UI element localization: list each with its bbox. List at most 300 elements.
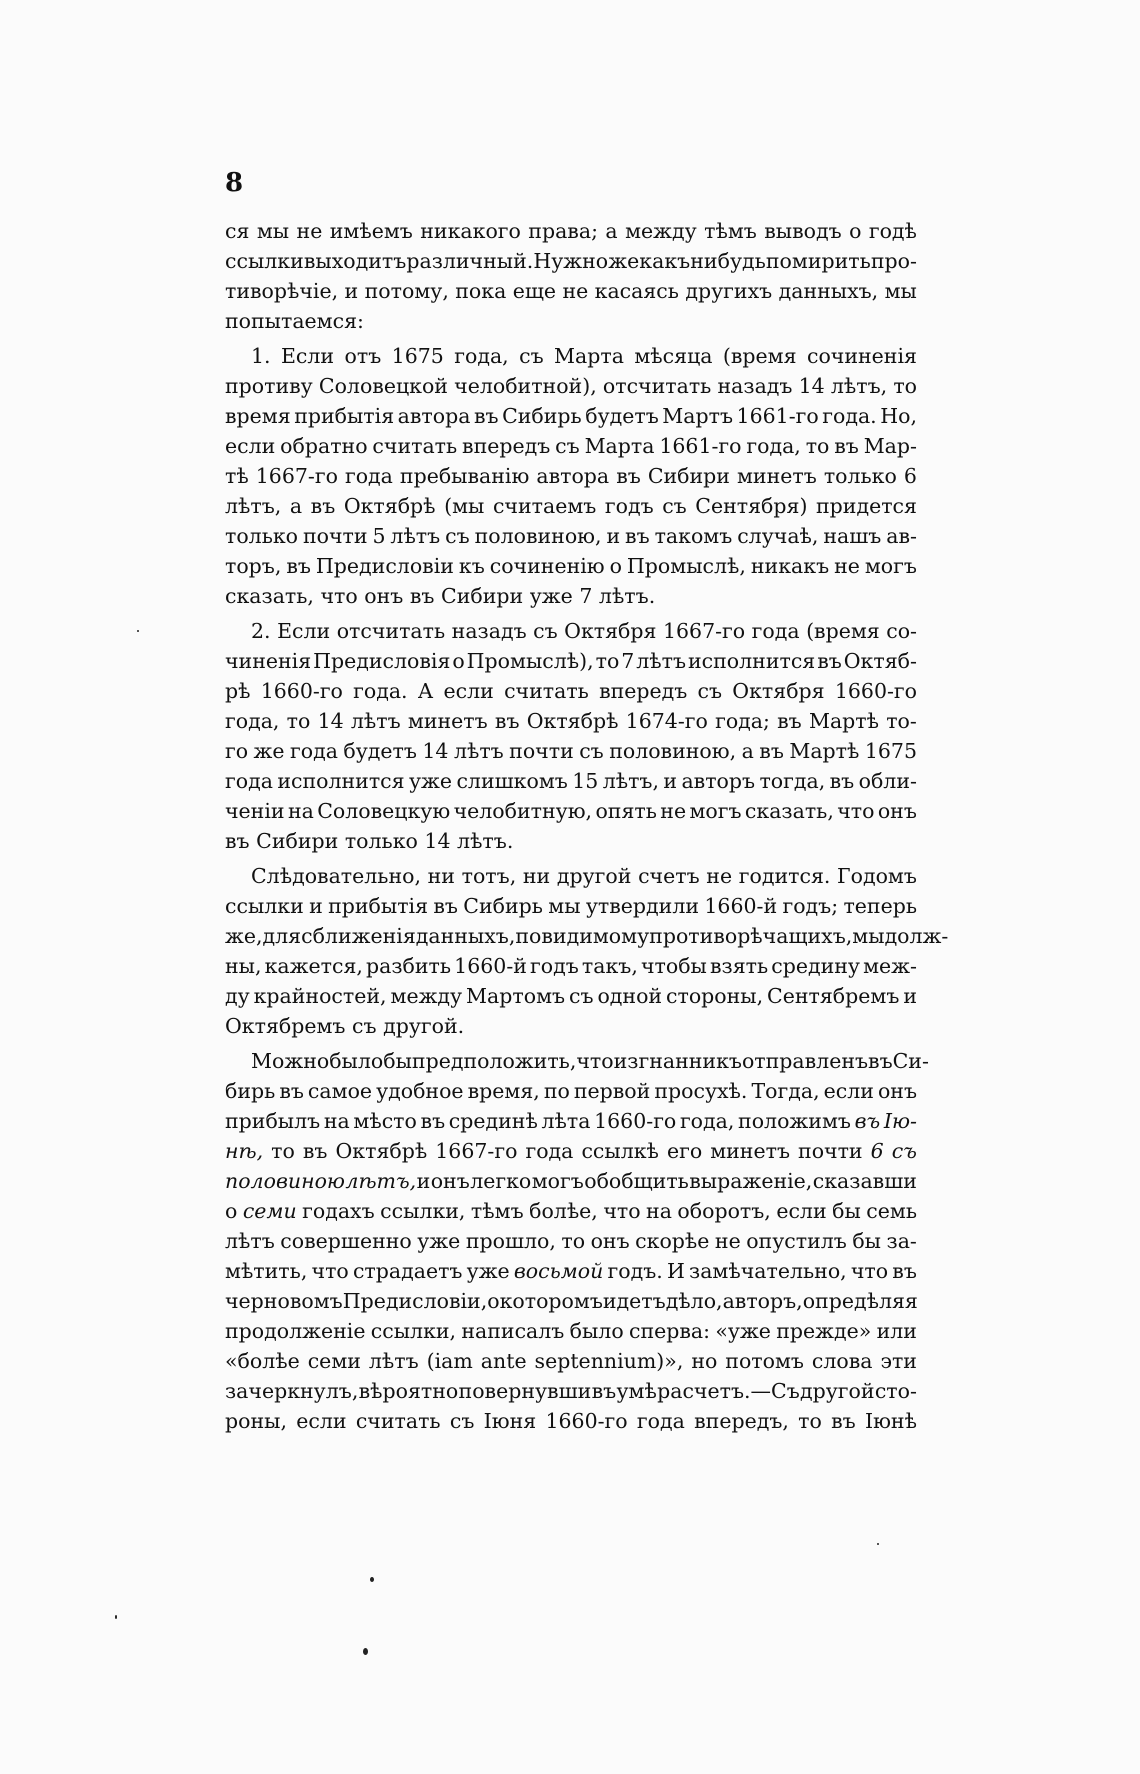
word: прибылъ — [225, 1109, 321, 1133]
word: обли- — [858, 769, 917, 793]
word: болѣе, — [529, 1199, 598, 1223]
word: придется — [816, 494, 917, 518]
word: въ — [892, 1259, 917, 1283]
word: прибытія — [294, 404, 395, 428]
word: въ — [225, 829, 250, 853]
word: могъ — [531, 1169, 584, 1193]
word: 15 — [572, 769, 599, 793]
word: сказавши — [812, 1169, 917, 1193]
word: ав- — [886, 524, 917, 548]
word: Предисловія — [313, 649, 451, 673]
word: если — [225, 434, 276, 458]
word: данныхъ, — [415, 924, 516, 948]
word: 1660-го — [545, 1409, 628, 1433]
word: или — [876, 1319, 917, 1343]
word: 6 — [870, 1139, 884, 1163]
word: къ — [458, 554, 485, 578]
word: а — [741, 739, 754, 763]
text-line — [225, 616, 917, 646]
text-line — [225, 1136, 917, 1166]
word: 1675 — [864, 739, 917, 763]
word: почти — [798, 1139, 863, 1163]
word: а — [289, 494, 303, 518]
word: отсчитать — [336, 619, 446, 643]
word: про- — [870, 249, 917, 273]
word: расчетъ.—Съ — [657, 1379, 800, 1403]
word: со- — [886, 619, 917, 643]
word: замѣчательно, — [689, 1259, 847, 1283]
word: то — [271, 1139, 295, 1163]
word: нашъ — [823, 524, 882, 548]
word: взять — [709, 954, 769, 978]
word: еще — [512, 279, 557, 303]
word: то — [893, 374, 917, 398]
text-line — [225, 1226, 917, 1256]
word: годѣ — [868, 219, 917, 243]
word: пока — [455, 279, 507, 303]
text-line — [225, 1106, 917, 1136]
word: septennium)», — [534, 1349, 684, 1373]
word: ни — [690, 249, 718, 273]
word: съ — [449, 1409, 475, 1433]
word: сближенія — [301, 924, 416, 948]
word: случаѣ, — [737, 524, 819, 548]
word: не — [296, 219, 323, 243]
text-line — [225, 981, 917, 1011]
word: рѣ — [225, 679, 251, 703]
text-line — [225, 766, 917, 796]
word: мы — [852, 924, 885, 948]
text-line — [225, 1316, 917, 1346]
word: автора — [397, 404, 471, 428]
word: но — [691, 1349, 718, 1373]
word: о — [609, 554, 622, 578]
word: лѣтъ. — [598, 584, 656, 608]
word: же — [253, 739, 285, 763]
word: авторъ — [681, 769, 756, 793]
word: въ — [494, 709, 520, 733]
word: слишкомъ — [456, 769, 568, 793]
text-line — [225, 736, 917, 766]
word: 7 — [621, 649, 635, 673]
word: разбить — [366, 954, 452, 978]
word: такомъ — [654, 524, 733, 548]
text-line — [225, 1166, 917, 1196]
word: мѣтить, — [225, 1259, 308, 1283]
word: если — [776, 1199, 827, 1223]
word: и — [606, 524, 621, 548]
text-line — [225, 306, 917, 336]
word: другой. — [383, 1014, 465, 1038]
text-line — [225, 826, 917, 856]
word: Сибирь — [502, 404, 582, 428]
word: мы — [256, 219, 290, 243]
text-line — [225, 1011, 917, 1041]
word: зачеркнулъ, — [225, 1379, 359, 1403]
word: между — [625, 219, 697, 243]
word: страдаетъ — [352, 1259, 463, 1283]
word: слова — [811, 1349, 873, 1373]
word: половиною, — [609, 739, 737, 763]
word: на — [646, 1199, 672, 1223]
word: идетъ — [602, 1289, 666, 1313]
word: онъ — [877, 799, 917, 823]
word: вѣроятно — [358, 1379, 459, 1403]
word: будетъ — [585, 404, 659, 428]
word: стороны, — [666, 984, 764, 1008]
word: повернувши — [458, 1379, 592, 1403]
word: въ — [310, 494, 336, 518]
word: Соловецкую — [317, 799, 451, 823]
word: другихъ — [685, 279, 773, 303]
word: что — [311, 1259, 349, 1283]
word: половиною, — [474, 524, 602, 548]
word: о — [849, 219, 862, 243]
word: лѣтъ — [225, 1229, 275, 1253]
word: А — [417, 679, 434, 703]
ink-speck — [877, 1543, 879, 1545]
word: ссылки, — [380, 1199, 466, 1223]
word: Марта — [584, 434, 655, 458]
word: различный. — [406, 249, 534, 273]
word: пребыванію — [399, 464, 530, 488]
word: написалъ — [461, 1319, 565, 1343]
word: такъ, — [581, 954, 638, 978]
word: года; — [715, 709, 770, 733]
word: прежде» — [776, 1319, 872, 1343]
word: считать — [355, 1409, 441, 1433]
word: бы — [383, 1049, 412, 1073]
word: Сентября) — [695, 494, 808, 518]
word: крайностей, — [253, 984, 387, 1008]
word: ны, — [225, 954, 262, 978]
word: прошло, — [465, 1229, 556, 1253]
ink-speck — [137, 630, 139, 632]
word: 6 — [903, 464, 917, 488]
word: о — [225, 1199, 238, 1223]
word: въ — [591, 1379, 617, 1403]
word: на — [287, 799, 314, 823]
text-line — [225, 371, 917, 401]
word: семь — [866, 1199, 917, 1223]
word: роны, — [225, 1409, 287, 1433]
word: сочиненія — [806, 344, 917, 368]
word: 7 — [579, 584, 593, 608]
word: назадъ — [451, 619, 527, 643]
word: то- — [886, 709, 917, 733]
word: въ — [286, 554, 311, 578]
word: 1661-го — [659, 434, 742, 458]
word: года — [636, 1409, 685, 1433]
word: 1660-го — [594, 1109, 677, 1133]
word: никакого — [420, 219, 521, 243]
word: Мартѣ — [789, 739, 860, 763]
word: Если — [277, 619, 331, 643]
word: съ — [891, 1139, 917, 1163]
text-line — [225, 706, 917, 736]
word: противу — [225, 374, 313, 398]
word: сказать, — [225, 584, 314, 608]
word: не — [562, 279, 589, 303]
word: 1674-го — [625, 709, 708, 733]
text-line — [225, 551, 917, 581]
word: Сибири — [441, 584, 524, 608]
word: Октября — [732, 679, 825, 703]
text-line — [225, 276, 917, 306]
word: Промыслѣ), — [466, 649, 594, 673]
word: тѣ — [225, 464, 249, 488]
word: что — [850, 1259, 889, 1283]
word: не — [706, 864, 733, 888]
word: 14 — [424, 829, 451, 853]
word: то — [595, 649, 620, 673]
word: сочиненію — [489, 554, 605, 578]
word: годъ. — [607, 1259, 663, 1283]
word: семи — [307, 1349, 361, 1373]
word: было — [329, 1049, 384, 1073]
word: и — [416, 1169, 431, 1193]
word: дѣло, — [665, 1289, 723, 1313]
word: ante — [480, 1349, 527, 1373]
word: уже — [466, 1259, 510, 1283]
text-line — [225, 1286, 917, 1316]
word: выходитъ — [303, 249, 407, 273]
word: въ — [829, 769, 855, 793]
word: годится. — [738, 864, 831, 888]
word: «уже — [715, 1319, 771, 1343]
word: оборотъ, — [677, 1199, 771, 1223]
word: обратно — [280, 434, 368, 458]
word: 1. — [251, 344, 271, 368]
word: не — [834, 554, 860, 578]
word: срединѣ — [448, 1109, 538, 1133]
word: умѣ — [616, 1379, 657, 1403]
word: онъ — [877, 1079, 917, 1103]
text-line — [225, 646, 917, 676]
word: 5 — [372, 524, 386, 548]
text-line — [225, 891, 917, 921]
word: Мартомъ — [466, 984, 566, 1008]
word: не — [660, 799, 687, 823]
text-line — [225, 1256, 917, 1286]
word: лѣтъ — [390, 524, 441, 548]
text-line — [225, 521, 917, 551]
word: Октябремъ — [225, 1014, 346, 1038]
text-line — [225, 341, 917, 371]
word: 14 — [422, 739, 449, 763]
word: потому, — [364, 279, 449, 303]
word: 1667-го — [255, 464, 338, 488]
word: могъ — [864, 554, 917, 578]
word: года. — [822, 404, 877, 428]
word: Если — [280, 344, 335, 368]
word: тѣмъ — [704, 219, 757, 243]
word: минетъ — [736, 464, 817, 488]
word: Октября — [564, 619, 657, 643]
word: ся — [225, 219, 250, 243]
word: попытаемся: — [225, 309, 364, 333]
word: въ — [409, 584, 435, 608]
word: въ — [834, 434, 859, 458]
word: исполнится — [277, 769, 405, 793]
word: было — [569, 1319, 624, 1343]
word: долж- — [884, 924, 949, 948]
word: съ — [519, 344, 544, 368]
word: будетъ — [343, 739, 417, 763]
word: Октяб- — [843, 649, 917, 673]
word: отсчитать — [602, 374, 712, 398]
word: торъ, — [225, 554, 282, 578]
text-line — [225, 1346, 917, 1376]
word: назадъ — [717, 374, 793, 398]
word: въ — [302, 1139, 328, 1163]
word: (время — [722, 344, 797, 368]
word: ссылки — [225, 249, 304, 273]
word: года, — [454, 344, 509, 368]
word: въ — [473, 404, 499, 428]
word: а — [605, 219, 618, 243]
word: другой — [800, 1379, 875, 1403]
word: Сибири — [647, 464, 730, 488]
text-line — [225, 581, 917, 611]
word: 1660-го — [260, 679, 343, 703]
word: съ — [579, 739, 604, 763]
word: выраженіе, — [689, 1169, 813, 1193]
word: на — [323, 1109, 350, 1133]
word: впередъ — [462, 434, 551, 458]
word: ни — [427, 864, 455, 888]
word: минетъ — [407, 709, 488, 733]
text-line — [225, 921, 949, 951]
text-line — [225, 491, 917, 521]
word: выводъ — [764, 219, 842, 243]
word: въ — [854, 1109, 881, 1133]
word: (iam — [426, 1349, 473, 1373]
word: первой — [573, 1079, 651, 1103]
word: 1660-й — [704, 894, 778, 918]
word: года, — [225, 709, 280, 733]
word: Марта — [554, 344, 624, 368]
word: года — [751, 619, 800, 643]
word: между — [390, 984, 463, 1008]
word: чиненія — [225, 649, 312, 673]
word: предположить, — [411, 1049, 577, 1073]
word: легко — [470, 1169, 532, 1193]
ink-speck — [370, 1577, 374, 1582]
word: года. — [353, 679, 408, 703]
word: отъ — [344, 344, 382, 368]
word: (время — [806, 619, 880, 643]
word: въ — [759, 739, 784, 763]
word: ни — [522, 864, 551, 888]
word: въ — [817, 649, 842, 673]
word: для — [262, 924, 302, 948]
text-line — [225, 951, 917, 981]
word: года, — [746, 434, 801, 458]
word: время — [225, 404, 291, 428]
word: бы — [832, 1199, 861, 1223]
word: года, — [679, 1109, 735, 1133]
word: въ — [868, 1049, 893, 1073]
word: лѣтъ, — [345, 1169, 417, 1193]
word: лѣтъ. — [457, 829, 514, 853]
word: восьмой — [513, 1259, 604, 1283]
word: помирить — [765, 249, 871, 273]
word: впередъ — [599, 679, 688, 703]
word: скорѣе — [635, 1229, 710, 1253]
word: лѣтъ, — [602, 769, 659, 793]
text-line — [225, 1376, 917, 1406]
word: ссылки — [225, 894, 304, 918]
word: опустилъ — [746, 1229, 847, 1253]
word: (мы — [444, 494, 485, 518]
text-line — [225, 1406, 917, 1436]
word: съ — [533, 619, 558, 643]
ink-speck — [115, 1615, 117, 1619]
word: другой — [556, 864, 632, 888]
word: черновомъ — [225, 1289, 343, 1313]
word: то — [798, 1409, 822, 1433]
word: года — [290, 739, 338, 763]
word: челобитной), — [454, 374, 597, 398]
word: изгнанникъ — [613, 1049, 742, 1073]
word: лѣтъ, — [225, 494, 282, 518]
word: мы — [548, 894, 581, 918]
word: и — [663, 769, 678, 793]
word: го — [225, 739, 249, 763]
word: права; — [528, 219, 598, 243]
word: счетъ — [638, 864, 700, 888]
word: Іюнѣ — [864, 1409, 917, 1433]
word: годъ; — [782, 894, 839, 918]
text-line — [225, 861, 917, 891]
word: впередъ, — [694, 1409, 789, 1433]
word: Іюня — [483, 1409, 537, 1433]
word: ссылкѣ — [581, 1139, 659, 1163]
word: утвердили — [585, 894, 700, 918]
word: же, — [225, 924, 263, 948]
word: почти — [302, 524, 368, 548]
word: только — [344, 829, 418, 853]
word: 1660-го — [834, 679, 917, 703]
word: и — [309, 894, 323, 918]
word: 1661-го — [736, 404, 819, 428]
word: Предисловіи, — [342, 1289, 488, 1313]
text-line — [225, 676, 917, 706]
word: противорѣчащихъ, — [649, 924, 853, 948]
word: тогда, — [759, 769, 826, 793]
word: по — [515, 924, 542, 948]
word: мы — [884, 279, 917, 303]
body-text — [225, 216, 949, 1436]
word: года — [525, 1139, 574, 1163]
word: съ — [662, 494, 687, 518]
word: время, — [467, 1079, 540, 1103]
word: никакъ — [750, 554, 830, 578]
word: Мартѣ — [808, 709, 879, 733]
word: бирь — [225, 1079, 276, 1103]
word: Слѣдовательно, — [251, 864, 421, 888]
word: тѣмъ — [470, 1199, 524, 1223]
word: что — [320, 584, 358, 608]
word: съ — [568, 984, 594, 1008]
word: Мартъ — [662, 404, 734, 428]
word: годъ — [604, 494, 654, 518]
word: что — [576, 1049, 614, 1073]
word: И — [666, 1259, 685, 1283]
word: тиворѣчіе, — [225, 279, 339, 303]
word: данныхъ, — [778, 279, 879, 303]
